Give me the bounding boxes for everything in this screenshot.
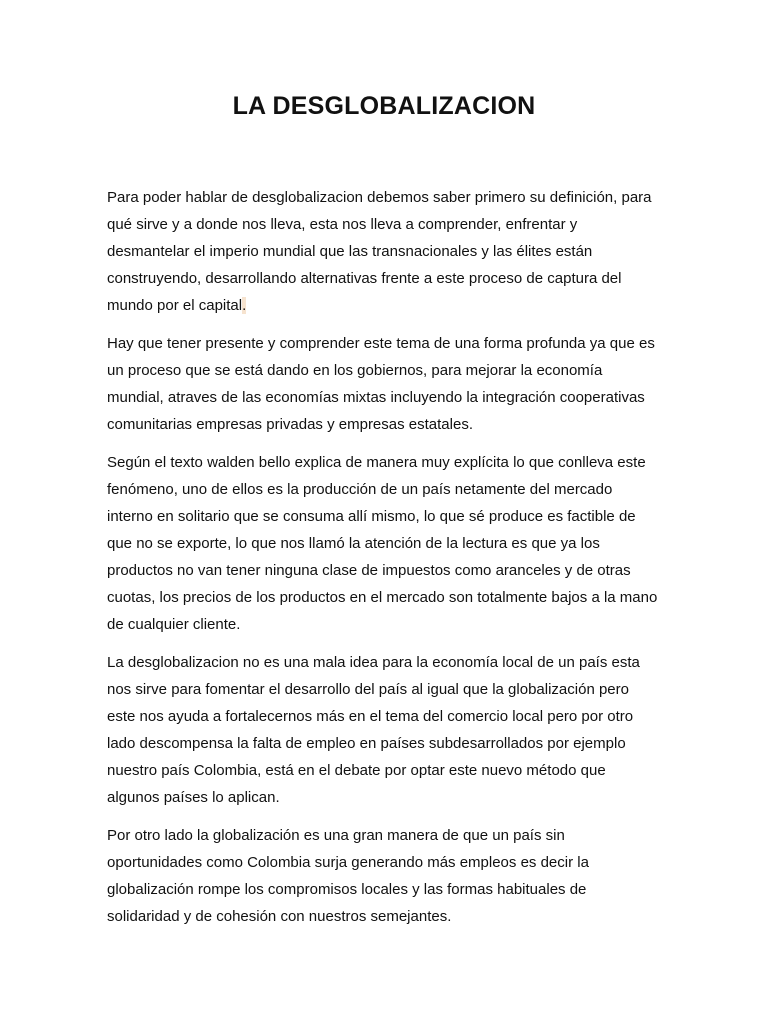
- text-line: Hay que tener presente y comprender este tema de una forma profunda ya que es: [107, 335, 655, 352]
- document-body: [107, 184, 677, 941]
- paragraph-4: [107, 649, 677, 811]
- text-line: nuestro país Colombia, está en el debate por optar este nuevo método que: [107, 762, 606, 779]
- text-line: qué sirve y a donde nos lleva, esta nos lleva a comprender, enfrentar y: [107, 216, 578, 233]
- page-title: LA DESGLOBALIZACION: [232, 92, 536, 120]
- text-line: Según el texto walden bello explica de manera muy explícita lo que conlleva este: [107, 454, 646, 471]
- text-line: algunos países lo aplican.: [107, 789, 280, 806]
- text-line: fenómeno, uno de ellos es la producción de un país netamente del mercado: [107, 481, 613, 498]
- text-line: mundial, atraves de las economías mixtas incluyendo la integración cooperativas: [107, 389, 645, 406]
- text-line: cuotas, los precios de los productos en el mercado son totalmente bajos a la mano: [107, 589, 658, 606]
- text-line: este nos ayuda a fortalecernos más en el tema del comercio local pero por otro: [107, 708, 634, 725]
- text-line-content: mundo por el capital: [107, 297, 243, 314]
- text-line: un proceso que se está dando en los gobiernos, para mejorar la economía: [107, 362, 603, 379]
- paragraph-2: [107, 330, 677, 438]
- highlighted-period: .: [242, 297, 247, 314]
- text-line: Por otro lado la globalización es una gran manera de que un país sin: [107, 827, 565, 844]
- text-line: globalización rompe los compromisos locales y las formas habituales de: [107, 881, 587, 898]
- text-line: desmantelar el imperio mundial que las transnacionales y las élites están: [107, 243, 593, 260]
- text-line: nos sirve para fomentar el desarrollo del país al igual que la globalización pero: [107, 681, 629, 698]
- text-line: lado descompensa la falta de empleo en países subdesarrollados por ejemplo: [107, 735, 626, 752]
- paragraph-5: [107, 822, 677, 930]
- paragraph-1: [107, 184, 677, 319]
- text-line: de cualquier cliente.: [107, 616, 241, 633]
- text-line: productos no van tener ninguna clase de impuestos como aranceles y de otras: [107, 562, 631, 579]
- text-line: que no se exporte, lo que nos llamó la atención de la lectura es que ya los: [107, 535, 600, 552]
- text-line: La desglobalizacion no es una mala idea para la economía local de un país esta: [107, 654, 640, 671]
- text-line: comunitarias empresas privadas y empresas estatales.: [107, 416, 473, 433]
- text-line: Para poder hablar de desglobalizacion debemos saber primero su definición, para: [107, 189, 652, 206]
- text-line: oportunidades como Colombia surja generando más empleos es decir la: [107, 854, 589, 871]
- text-line-last: [107, 292, 677, 319]
- text-line: solidaridad y de cohesión con nuestros semejantes.: [107, 908, 452, 925]
- paragraph-3: [107, 449, 677, 638]
- text-line: construyendo, desarrollando alternativas frente a este proceso de captura del: [107, 270, 622, 287]
- text-line: interno en solitario que se consuma allí mismo, lo que sé produce es factible de: [107, 508, 636, 525]
